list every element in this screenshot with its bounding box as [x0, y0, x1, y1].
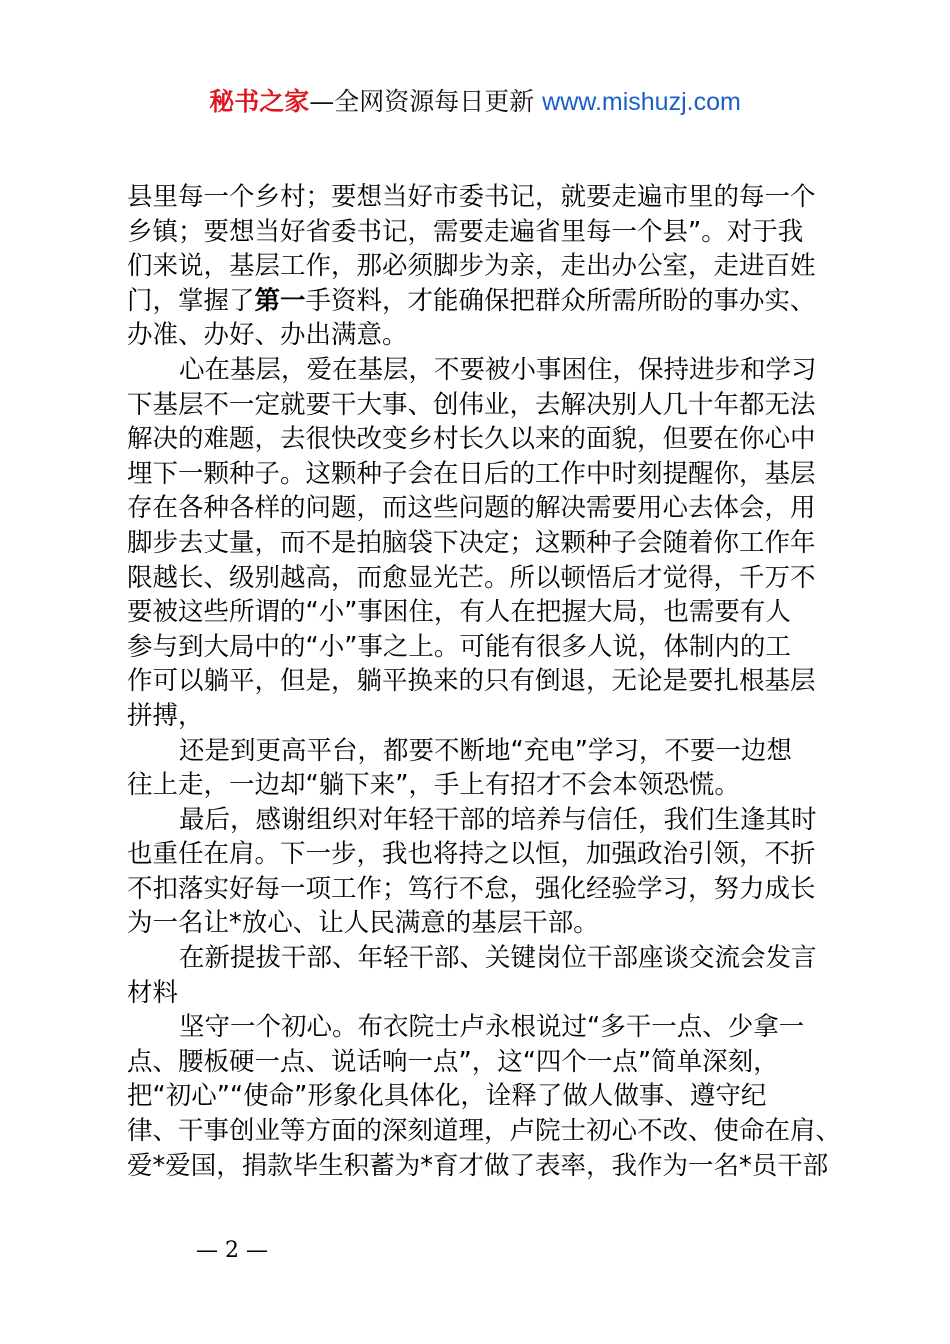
text-line: 往上走，一边却“躺下来”，手上有招才不会本领恐慌。	[127, 770, 740, 801]
text-line: 要被这些所谓的“小”事困住，有人在把握大局，也需要有人	[127, 597, 791, 628]
text-line: 限越长、级别越高，而愈显光芒。所以顿悟后才觉得，千万不	[127, 562, 816, 593]
site-slogan: —全网资源每日更新	[309, 87, 543, 116]
text-line: 存在各种各样的问题，而这些问题的解决需要用心去体会，用	[127, 493, 816, 524]
text-line: 爱*爱国，捐款毕生积蓄为*育才做了表率，我作为一名*员干部	[127, 1150, 829, 1181]
text-line: 也重任在肩。下一步，我也将持之以恒，加强政治引领，不折	[127, 839, 816, 870]
paragraph-start-line: 心在基层，爱在基层，不要被小事困住，保持进步和学习	[179, 354, 817, 385]
page-number: — 2 —	[196, 1238, 268, 1263]
text-line: 参与到大局中的“小”事之上。可能有很多人说，体制内的工	[127, 631, 791, 662]
text-line: 把“初心”“使命”形象化具体化，诠释了做人做事、遵守纪	[127, 1081, 767, 1112]
text-line: 律、干事创业等方面的深刻道理，卢院士初心不改、使命在肩、	[127, 1116, 842, 1147]
text-line: 不扣落实好每一项工作；笃行不怠，强化经验学习，努力成长	[127, 873, 816, 904]
text-line: 乡镇；要想当好省委书记，需要走遍省里每一个县”。对于我	[127, 216, 804, 247]
text-line: 下基层不一定就要干大事、创伟业，去解决别人几十年都无法	[127, 389, 816, 420]
site-url-link[interactable]: www.mishuzj.com	[542, 88, 741, 116]
text-line	[127, 284, 847, 319]
text-line: 作可以躺平，但是，躺平换来的只有倒退，无论是要扎根基层	[127, 666, 816, 697]
paragraph-start-line: 在新提拔干部、年轻干部、关键岗位干部座谈交流会发言	[179, 943, 817, 974]
document-body	[127, 180, 847, 1183]
text-line: 材料	[127, 977, 179, 1008]
text-segment: 手资料，才能确保把群众所需所盼的事办实、	[305, 285, 816, 316]
text-line: 解决的难题，去很快改变乡村长久以来的面貌，但要在你心中	[127, 424, 816, 455]
page-header	[0, 84, 950, 120]
text-line: 为一名让*放心、让人民满意的基层干部。	[127, 908, 599, 939]
site-brand: 秘书之家	[209, 87, 310, 116]
text-line: 拼搏，	[127, 700, 204, 731]
text-line: 们来说，基层工作，那必须脚步为亲，走出办公室，走进百姓	[127, 251, 816, 282]
text-line: 县里每一个乡村；要想当好市委书记，就要走遍市里的每一个	[127, 182, 816, 212]
paragraph-start-line: 最后，感谢组织对年轻干部的培养与信任，我们生逢其时	[179, 804, 817, 835]
text-line: 办准、办好、办出满意。	[127, 320, 408, 351]
paragraph-start-line: 坚守一个初心。布衣院士卢永根说过“多干一点、少拿一	[179, 1012, 805, 1043]
text-line: 埋下一颗种子。这颗种子会在日后的工作中时刻提醒你，基层	[127, 458, 816, 489]
text-line: 脚步去丈量，而不是拍脑袋下决定；这颗种子会随着你工作年	[127, 527, 816, 558]
bold-text: 第一	[254, 285, 306, 316]
text-segment: 门，掌握了	[127, 285, 255, 316]
text-line: 点、腰板硬一点、说话响一点”，这“四个一点”简单深刻，	[127, 1046, 779, 1077]
paragraph-start-line: 还是到更高平台，都要不断地“充电”学习，不要一边想	[179, 735, 792, 766]
